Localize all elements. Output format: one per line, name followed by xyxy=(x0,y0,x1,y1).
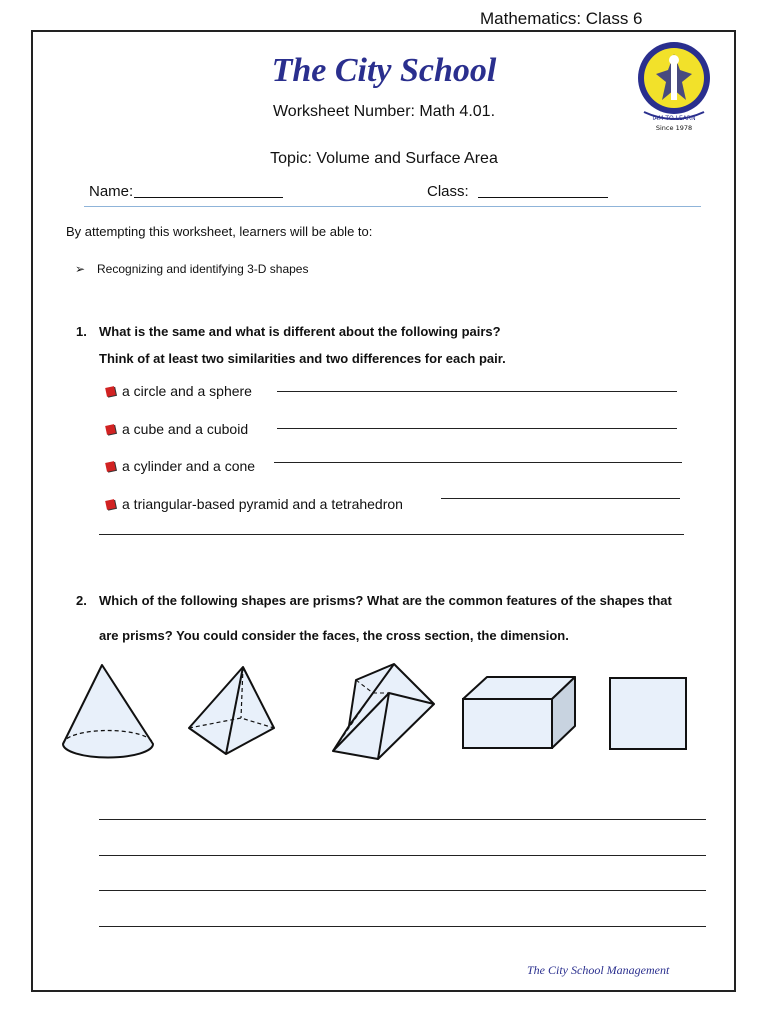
answer-line xyxy=(99,819,706,820)
red-square-bullet-icon xyxy=(105,461,116,472)
header-divider xyxy=(84,206,701,207)
red-square-bullet-icon xyxy=(105,499,116,510)
name-blank-line xyxy=(134,197,283,198)
q1-item-3: a cylinder and a cone xyxy=(122,458,256,474)
cuboid-shape xyxy=(460,674,580,754)
worksheet-topic: Topic: Volume and Surface Area xyxy=(270,150,498,167)
answer-line xyxy=(99,855,706,856)
footer-text: The City School Management xyxy=(527,963,670,977)
name-label: Name: xyxy=(89,183,134,200)
square-shape xyxy=(609,677,689,751)
q1-item-2: a cube and a cuboid xyxy=(122,421,249,437)
red-square-bullet-icon xyxy=(105,424,116,435)
triangular-prism-shape xyxy=(322,660,438,770)
answer-line xyxy=(277,428,677,429)
answer-line xyxy=(99,926,706,927)
question-1-number: 1. xyxy=(76,324,87,339)
objective-text: Recognizing and identifying 3-D shapes xyxy=(97,262,309,276)
arrow-bullet-icon: ➢ xyxy=(75,262,86,276)
class-blank-line xyxy=(478,197,608,198)
question-2-line-2: are prisms? You could consider the faces, the cross section, the dimension. xyxy=(99,628,569,643)
objective-item xyxy=(75,262,308,276)
question-2-line-1: Which of the following shapes are prisms? What are the common features of the shapes that xyxy=(99,593,672,608)
logo-motto: IAM TO LEARN xyxy=(652,115,696,122)
class-label: Class: xyxy=(427,183,469,200)
cone-shape xyxy=(58,662,158,758)
q1-item-1: a circle and a sphere xyxy=(122,383,252,399)
question-1-line-2: Think of at least two similarities and two differences for each pair. xyxy=(99,351,506,366)
question-2-number: 2. xyxy=(76,593,87,608)
logo-since: Since 1978 xyxy=(655,124,693,132)
red-square-bullet-icon xyxy=(105,386,116,397)
school-name-title: The City School xyxy=(271,52,497,89)
worksheet-number: Worksheet Number: Math 4.01. xyxy=(272,103,496,120)
answer-line xyxy=(274,462,682,463)
subject-class-label: Mathematics: Class 6 xyxy=(480,9,643,28)
answer-line xyxy=(441,498,680,499)
q1-item-4: a triangular-based pyramid and a tetrahedron xyxy=(122,496,403,512)
answer-line xyxy=(99,890,706,891)
pyramid-shape xyxy=(184,664,284,760)
answer-line xyxy=(99,534,684,535)
question-1-line-1: What is the same and what is different about the following pairs? xyxy=(99,324,501,339)
intro-text: By attempting this worksheet, learners will be able to: xyxy=(66,224,373,239)
answer-line xyxy=(277,391,677,392)
